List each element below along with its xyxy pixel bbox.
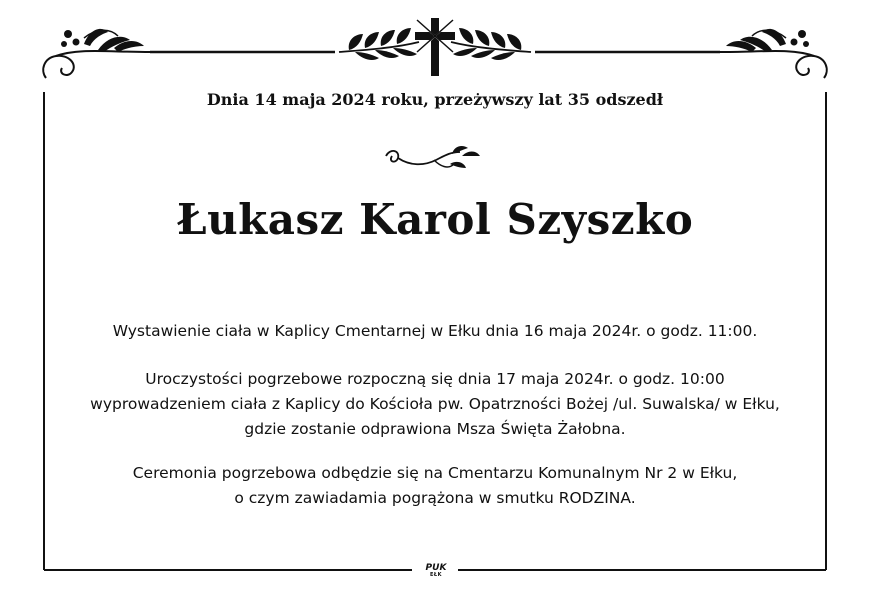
death-announcement-header: Dnia 14 maja 2024 roku, przeżywszy lat 35 odszedł	[206, 90, 664, 109]
floral-scroll-icon	[38, 18, 158, 88]
puk-logo	[419, 564, 453, 580]
leaf-swirl-icon	[380, 142, 490, 176]
viewing-paragraph	[30, 319, 840, 344]
burial-paragraph	[30, 461, 840, 511]
paragraph-line: Uroczystości pogrzebowe rozpoczną się dnia 17 maja 2024r. o godz. 10:00	[145, 370, 725, 388]
paragraph-line: gdzie zostanie odprawiona Msza Święta Żałobna.	[244, 420, 626, 438]
floral-scroll-icon	[712, 18, 832, 88]
paragraph-line: wyprowadzeniem ciała z Kaplicy do Kościoła pw. Opatrzności Bożej /ul. Suwalska/ w Ełku,	[90, 395, 780, 413]
paragraph-line: Ceremonia pogrzebowa odbędzie się na Cmentarzu Komunalnym Nr 2 w Ełku,	[132, 464, 738, 482]
logo-bottom-text: EŁK	[429, 572, 442, 578]
paragraph-line: o czym zawiadamia pogrążona w smutku RODZINA.	[234, 489, 636, 507]
logo-top-text: PUK	[425, 563, 447, 573]
funeral-ceremony-paragraph	[30, 367, 840, 442]
paragraph-line: Wystawienie ciała w Kaplicy Cmentarnej w Ełku dnia 16 maja 2024r. o godz. 11:00.	[112, 322, 758, 340]
cross-with-laurel-icon	[335, 12, 535, 82]
deceased-name: Łukasz Karol Szyszko	[176, 195, 694, 244]
